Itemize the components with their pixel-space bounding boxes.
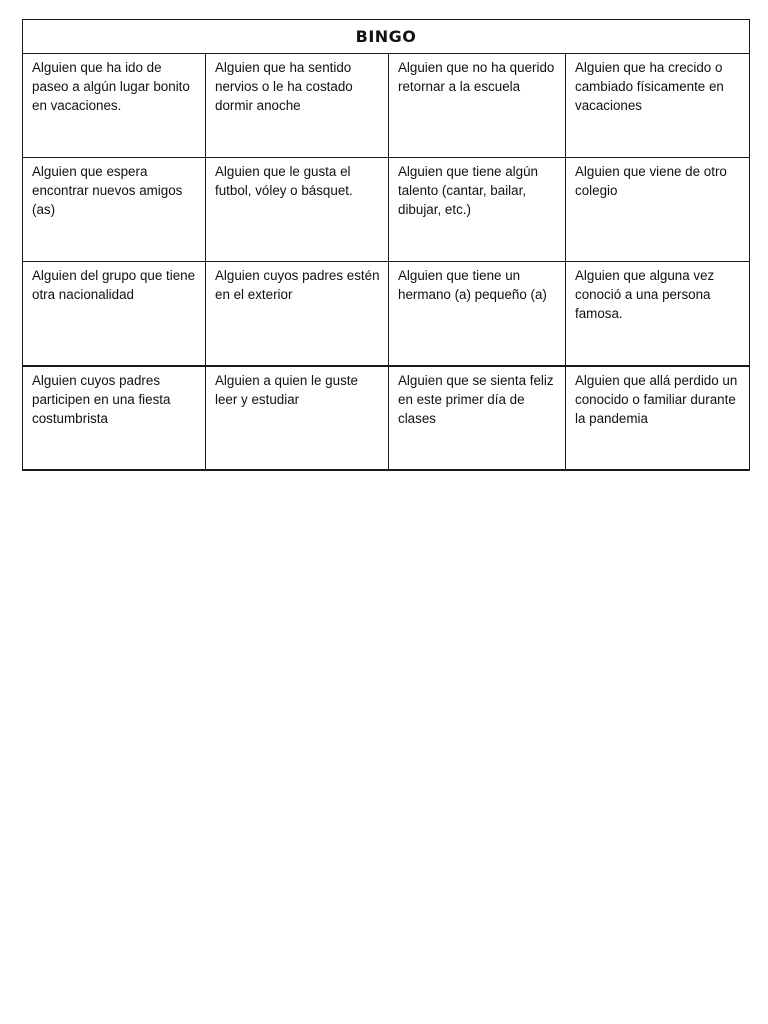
bingo-card [22,19,750,471]
bingo-cell: Alguien cuyos padres estén en el exterior [206,262,389,366]
bingo-cell: Alguien a quien le guste leer y estudiar [206,366,389,470]
bingo-cell: Alguien que ha ido de paseo a algún lugar bonito en vacaciones. [23,54,206,158]
bingo-cell: Alguien que ha sentido nervios o le ha costado dormir anoche [206,54,389,158]
bingo-cell: Alguien que allá perdido un conocido o familiar durante la pandemia [566,366,750,470]
bingo-cell: Alguien que no ha querido retornar a la escuela [389,54,566,158]
bingo-cell: Alguien que espera encontrar nuevos amigos (as) [23,158,206,262]
bingo-cell: Alguien que ha crecido o cambiado físicamente en vacaciones [566,54,750,158]
bingo-cell: Alguien del grupo que tiene otra nacionalidad [23,262,206,366]
bingo-cell: Alguien que viene de otro colegio [566,158,750,262]
bingo-cell: Alguien que tiene un hermano (a) pequeño (a) [389,262,566,366]
bingo-row-1 [23,54,750,158]
bingo-cell: Alguien que tiene algún talento (cantar, bailar, dibujar, etc.) [389,158,566,262]
title-row [23,20,750,54]
bingo-row-3 [23,262,750,366]
bingo-title: BINGO [23,20,750,54]
bingo-row-4 [23,366,750,470]
bingo-cell: Alguien que le gusta el futbol, vóley o básquet. [206,158,389,262]
bingo-row-2 [23,158,750,262]
bingo-cell: Alguien que se sienta feliz en este primer día de clases [389,366,566,470]
bingo-cell: Alguien cuyos padres participen en una fiesta costumbrista [23,366,206,470]
bingo-cell: Alguien que alguna vez conoció a una persona famosa. [566,262,750,366]
